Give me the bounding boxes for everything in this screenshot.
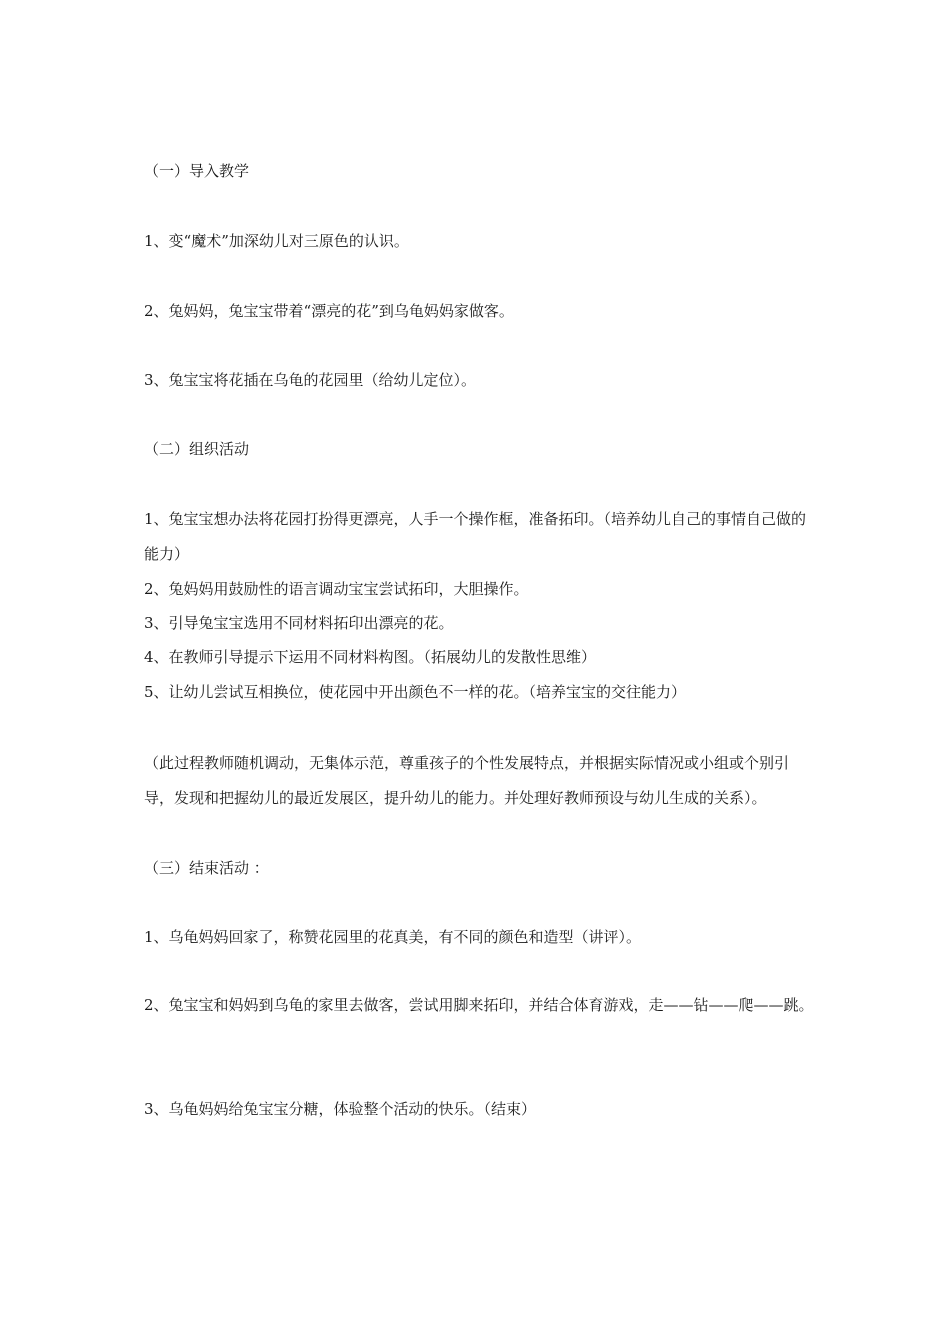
section-3-item-1: 1、乌龟妈妈回家了，称赞花园里的花真美，有不同的颜色和造型（讲评）。 <box>144 928 642 946</box>
section-2-item-1: 1、兔宝宝想办法将花园打扮得更漂亮，人手一个操作框，准备拓印。（培养幼儿自己的事情自己做的能力） <box>144 510 807 563</box>
section-1-heading: （一）导入教学 <box>144 162 250 180</box>
section-1-item-2: 2、兔妈妈，兔宝宝带着“漂亮的花”到乌龟妈妈家做客。 <box>144 302 514 320</box>
section-1-item-1: 1、变“魔术”加深幼儿对三原色的认识。 <box>144 232 409 250</box>
section-2-item-2: 2、兔妈妈用鼓励性的语言调动宝宝尝试拓印，大胆操作。 <box>144 580 529 598</box>
section-2-item-3: 3、引导兔宝宝选用不同材料拓印出漂亮的花。 <box>144 614 454 632</box>
section-2-note: （此过程教师随机调动，无集体示范，尊重孩子的个性发展特点，并根据实际情况或小组或个别引导，发现和把握幼儿的最近发展区，提升幼儿的能力。并处理好教师预设与幼儿生成的关系）。 <box>144 754 790 807</box>
section-3-heading: （三）结束活动 ： <box>144 859 269 877</box>
section-3-item-3: 3、乌龟妈妈给兔宝宝分糖，体验整个活动的快乐。（结束） <box>144 1100 537 1118</box>
section-1-item-3: 3、兔宝宝将花插在乌龟的花园里（给幼儿定位）。 <box>144 371 477 389</box>
section-2-item-5: 5、让幼儿尝试互相换位，使花园中开出颜色不一样的花。（培养宝宝的交往能力） <box>144 683 687 701</box>
section-2-item-4: 4、在教师引导提示下运用不同材料构图。（拓展幼儿的发散性思维） <box>144 648 597 666</box>
section-3-item-2: 2、兔宝宝和妈妈到乌龟的家里去做客，尝试用脚来拓印，并结合体育游戏，走——钻——爬——跳。 <box>144 996 814 1014</box>
section-2-heading: （二）组织活动 <box>144 440 250 458</box>
